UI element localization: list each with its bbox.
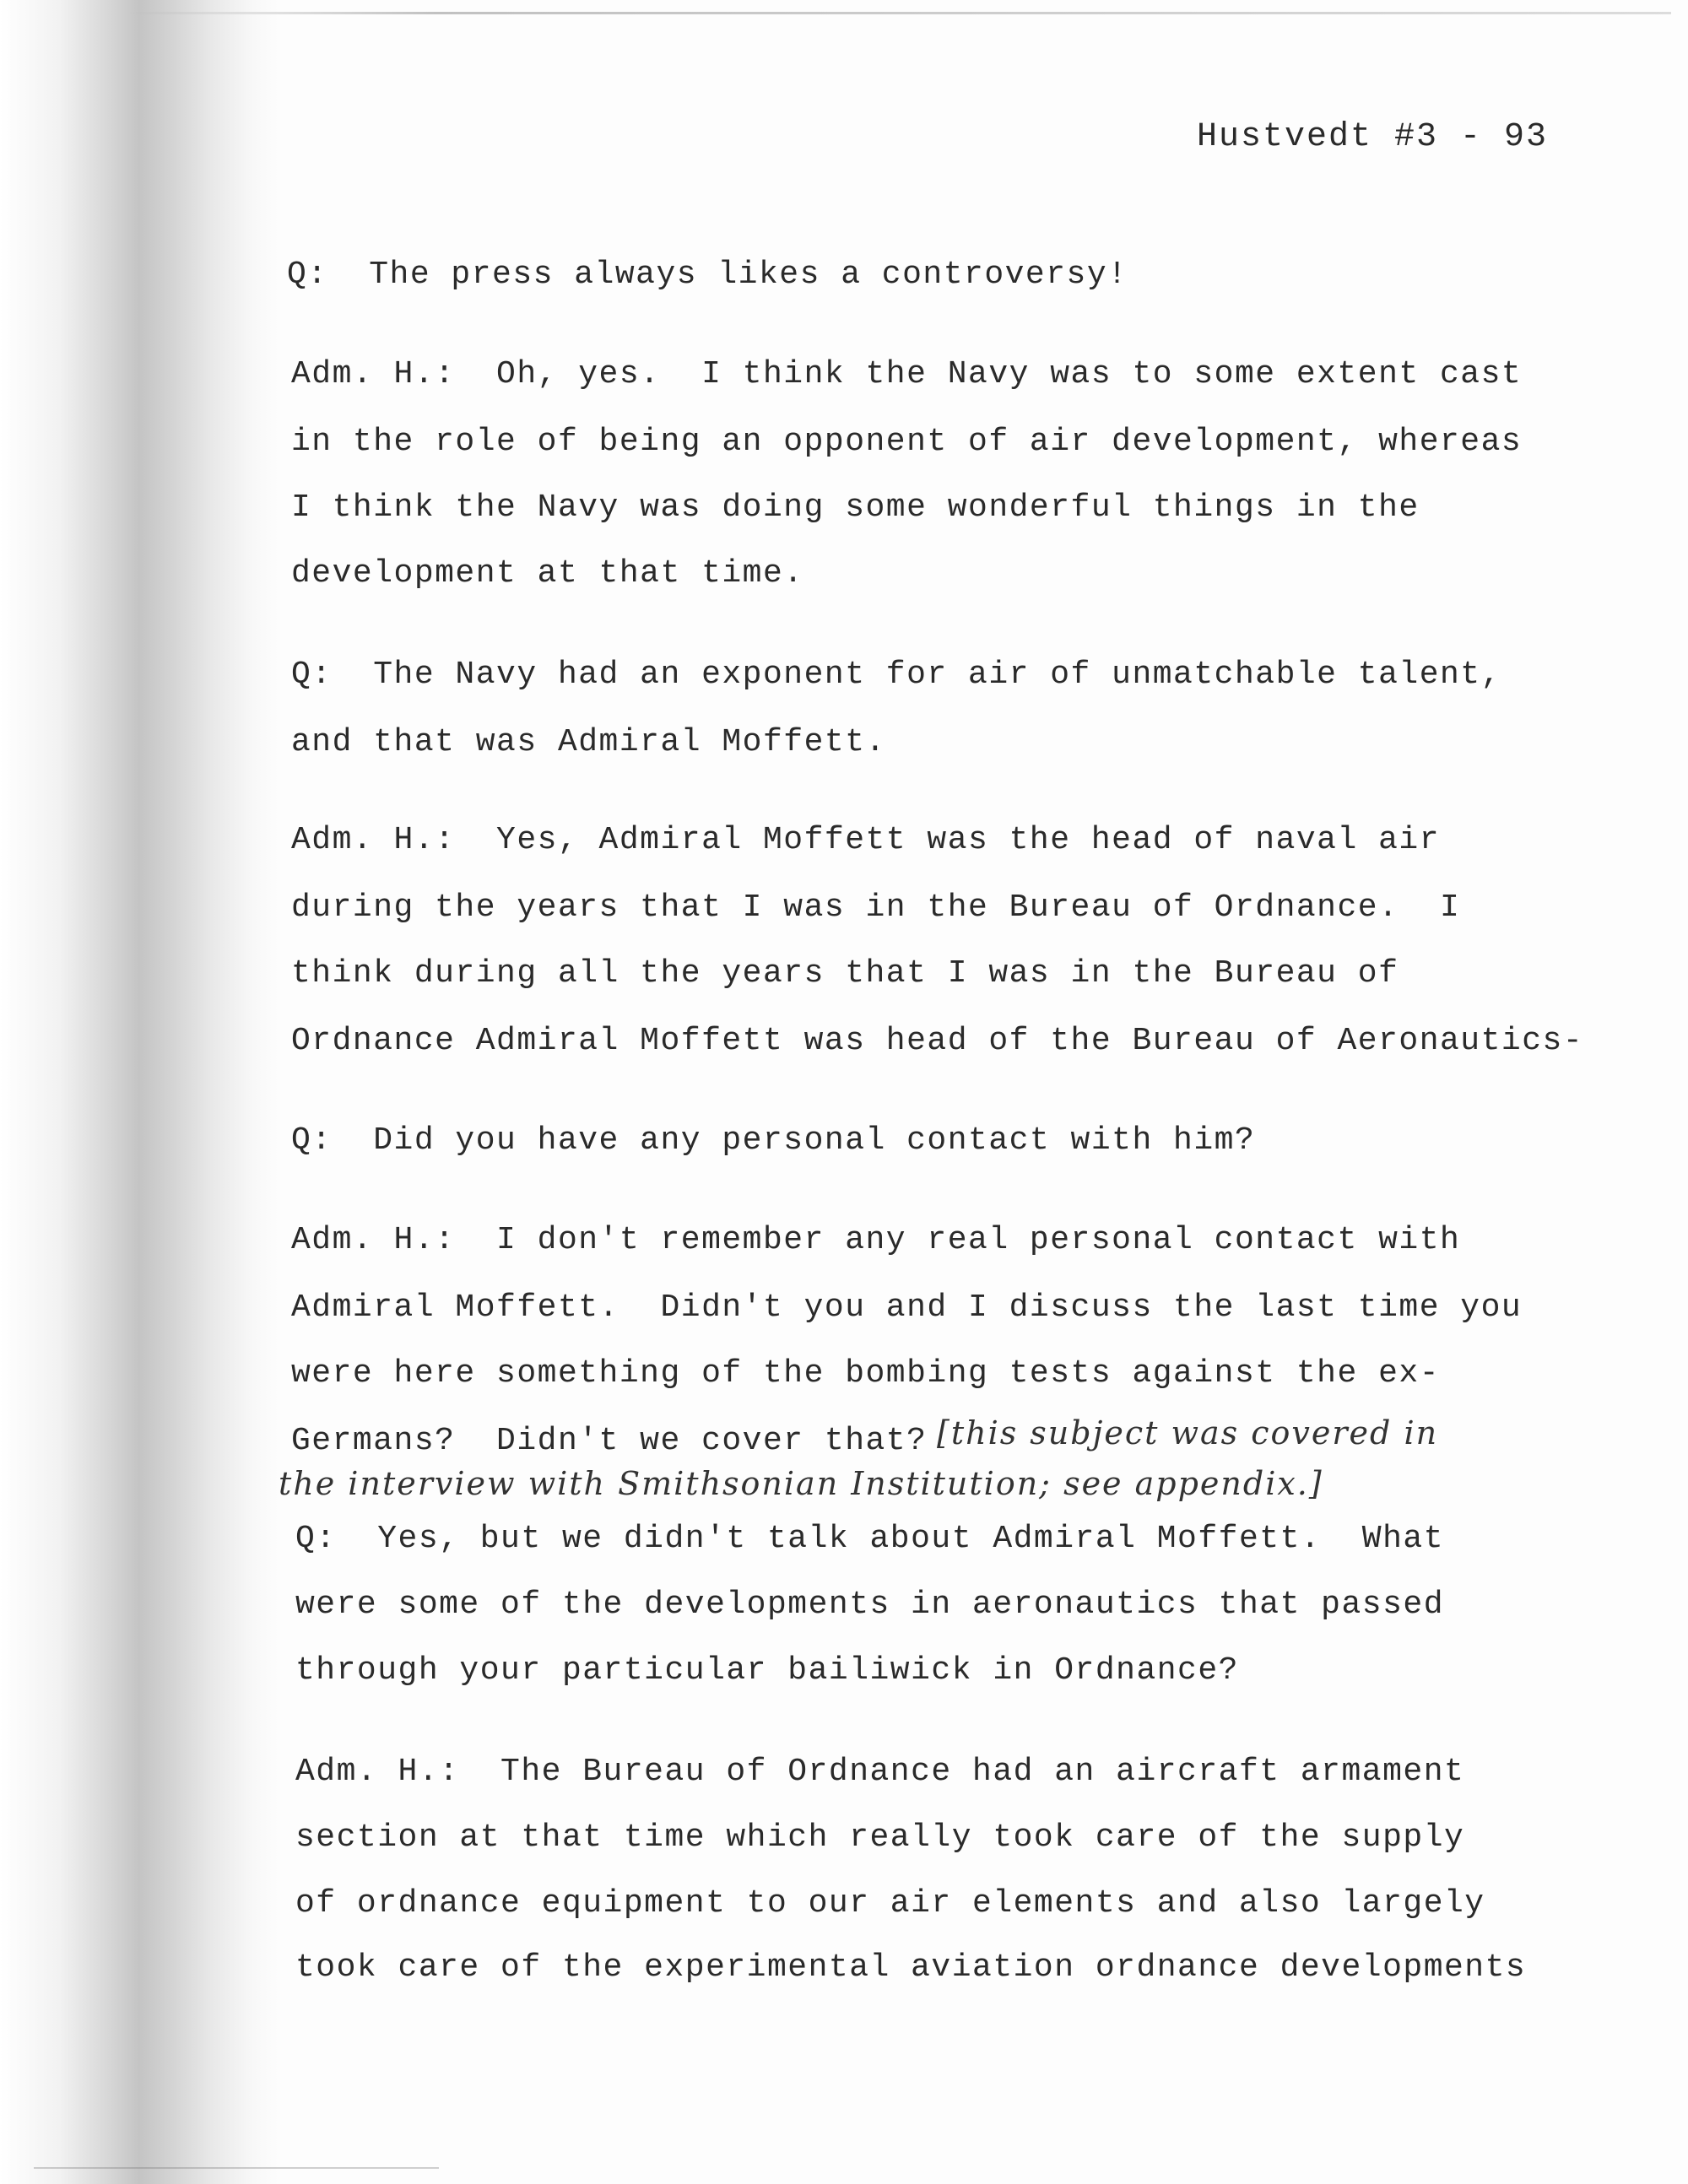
text-line: Adm. H.: The Bureau of Ordnance had an aircraft armament: [295, 1754, 1465, 1790]
text-line: Ordnance Admiral Moffett was head of the Bureau of Aeronautics-: [291, 1023, 1584, 1059]
text-line: development at that time.: [291, 555, 804, 592]
text-line: I think the Navy was doing some wonderful things in the: [291, 489, 1420, 526]
text-line: Germans? Didn't we cover that?: [291, 1423, 928, 1459]
page-top-edge: [127, 12, 1671, 14]
text-line: Q: Yes, but we didn't talk about Admiral Moffett. What: [295, 1521, 1445, 1557]
text-line: in the role of being an opponent of air development, whereas: [291, 424, 1523, 460]
page-bottom-edge: [34, 2167, 439, 2169]
text-line: were some of the developments in aeronautics that passed: [295, 1587, 1445, 1623]
binding-shadow: [0, 0, 279, 2184]
handwritten-note-line-2: the interview with Smithsonian Institution; see appendix.]: [279, 1465, 1323, 1502]
text-line: Q: Did you have any personal contact with him?: [291, 1122, 1256, 1159]
page-header: Hustvedt #3 - 93: [1197, 118, 1549, 156]
text-line: Q: The press always likes a controversy!: [287, 257, 1128, 293]
handwritten-note-line-1: [this subject was covered in: [937, 1414, 1439, 1451]
text-line: took care of the experimental aviation ordnance developments: [295, 1949, 1527, 1986]
text-line: Adm. H.: Oh, yes. I think the Navy was to some extent cast: [291, 356, 1523, 392]
text-line: Adm. H.: Yes, Admiral Moffett was the head of naval air: [291, 822, 1441, 858]
text-line: of ordnance equipment to our air elements and also largely: [295, 1885, 1485, 1922]
text-line: Admiral Moffett. Didn't you and I discuss the last time you: [291, 1289, 1523, 1326]
text-line: section at that time which really took care of the supply: [295, 1819, 1465, 1856]
text-line: during the years that I was in the Bureau of Ordnance. I: [291, 889, 1461, 926]
text-line: Q: The Navy had an exponent for air of unmatchable talent,: [291, 657, 1501, 693]
text-line: through your particular bailiwick in Ordnance?: [295, 1652, 1239, 1689]
text-line: were here something of the bombing tests against the ex-: [291, 1355, 1441, 1392]
text-line: and that was Admiral Moffett.: [291, 724, 886, 760]
text-line: Adm. H.: I don't remember any real personal contact with: [291, 1222, 1461, 1258]
text-line: think during all the years that I was in the Bureau of: [291, 955, 1399, 992]
